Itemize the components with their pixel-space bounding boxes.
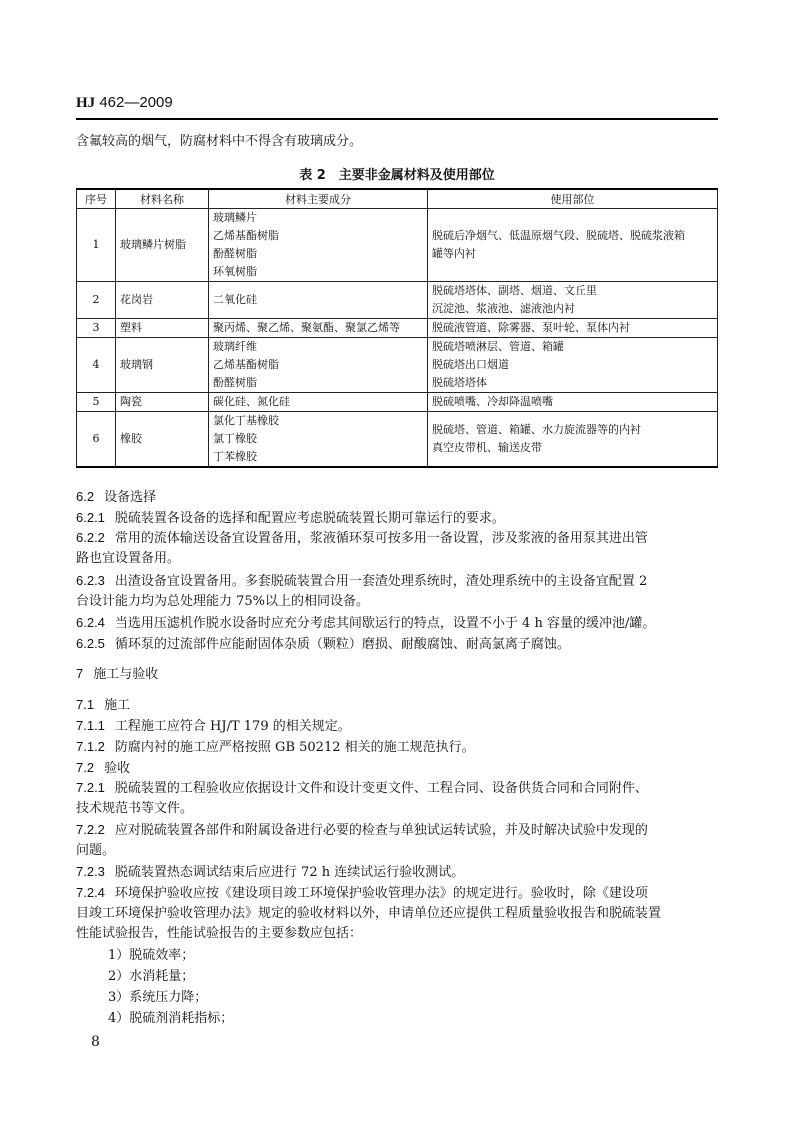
table-row xyxy=(77,282,718,319)
row-number: 4 xyxy=(77,338,116,393)
clause-number: 7.1.1 xyxy=(76,718,105,733)
clause-number: 6.2.4 xyxy=(76,615,105,630)
section-title: 施工 xyxy=(104,698,131,713)
clause-text: 路也宜设置备用。 xyxy=(76,551,181,566)
clause-text: 台设计能力均为总处理能力 75%以上的相同设备。 xyxy=(76,594,370,609)
row-number: 2 xyxy=(77,282,116,319)
clause-text: 脱硫装置各设备的选择和配置应考虑脱硫装置长期可靠运行的要求。 xyxy=(114,511,505,526)
clause xyxy=(76,737,716,758)
clause xyxy=(76,862,716,883)
section-heading xyxy=(76,487,716,508)
material-composition xyxy=(209,338,428,393)
clause-text: 出渣设备宜设置备用。多套脱硫装置合用一套渣处理系统时，渣处理系统中的主设备宜配置 2 xyxy=(114,574,648,589)
table-caption: 表 2 主要非金属材料及使用部位 xyxy=(299,168,495,183)
clause xyxy=(76,820,716,861)
list-item: 3）系统压力降； xyxy=(108,990,208,1005)
composition-line: 二氧化硅 xyxy=(213,293,257,306)
material-composition xyxy=(209,393,428,412)
usage-line: 脱硫喷嘴、冷却降温喷嘴 xyxy=(432,395,553,408)
material-name: 塑料 xyxy=(116,319,209,338)
clause-number: 7.2.3 xyxy=(76,864,105,879)
clause-number: 6.2.3 xyxy=(76,573,105,588)
usage-line: 真空皮带机、输送皮带 xyxy=(432,441,542,454)
composition-line: 丁苯橡胶 xyxy=(213,450,257,463)
table-row xyxy=(77,393,718,412)
clause-text: 应对脱硫装置各部件和附属设备进行必要的检查与单独试运转试验，并及时解决试验中发现的 xyxy=(114,823,648,838)
usage-line: 脱硫塔出口烟道 xyxy=(432,358,509,371)
material-composition xyxy=(209,282,428,319)
clause-text: 常用的流体输送设备宜设置备用，浆液循环泵可按多用一备设置，涉及浆液的备用泵其进出管 xyxy=(114,531,648,546)
row-number: 3 xyxy=(77,319,116,338)
column-header: 材料主要成分 xyxy=(209,189,428,209)
row-number: 6 xyxy=(77,412,116,468)
material-composition xyxy=(209,319,428,338)
clause-number: 7.2.1 xyxy=(76,780,105,795)
usage-location xyxy=(428,209,718,282)
clause-text: 工程施工应符合 HJ/T 179 的相关规定。 xyxy=(114,719,351,734)
usage-line: 脱硫后净烟气、低温原烟气段、脱硫塔、脱硫浆液箱 xyxy=(432,229,685,242)
section-number: 6.2 xyxy=(76,489,95,504)
usage-location xyxy=(428,393,718,412)
row-number: 1 xyxy=(77,209,116,282)
chapter-title: 施工与验收 xyxy=(93,667,159,682)
usage-line: 脱硫塔塔体、副塔、烟道、文丘里 xyxy=(432,284,597,297)
clause xyxy=(76,508,716,529)
column-header: 序号 xyxy=(77,189,116,209)
composition-line: 酚醛树脂 xyxy=(213,247,257,260)
clause xyxy=(76,716,716,737)
clause-text: 当选用压滤机作脱水设备时应充分考虑其间歇运行的特点，设置不小于 4 h 容量的缓冲池/罐。 xyxy=(114,616,656,631)
table-row xyxy=(77,209,718,282)
composition-line: 乙烯基酯树脂 xyxy=(213,229,279,242)
clause xyxy=(76,571,716,612)
clause-text: 性能试验报告，性能试验报告的主要参数应包括： xyxy=(76,926,363,941)
standard-number: 462—2009 xyxy=(99,94,173,111)
usage-line: 沉淀池、浆液池、滤液池内衬 xyxy=(432,302,575,315)
material-name: 花岗岩 xyxy=(116,282,209,319)
chapter-heading xyxy=(76,664,716,685)
clause-text: 环境保护验收应按《建设项目竣工环境保护验收管理办法》的规定进行。验收时，除《建设项 xyxy=(114,886,648,901)
section-number: 7.1 xyxy=(76,697,95,712)
composition-line: 氯丁橡胶 xyxy=(213,432,257,445)
clause-number: 6.2.5 xyxy=(76,636,105,651)
header-rule xyxy=(76,118,718,120)
document-header xyxy=(76,94,173,112)
usage-location xyxy=(428,412,718,468)
table-row xyxy=(77,319,718,338)
clause-number: 7.1.2 xyxy=(76,739,105,754)
column-header: 使用部位 xyxy=(428,189,718,209)
page-number: 8 xyxy=(91,1034,100,1050)
clause-text: 脱硫装置的工程验收应依据设计文件和设计变更文件、工程合同、设备供货合同和合同附件、 xyxy=(114,781,648,796)
clause-text: 循环泵的过流部件应能耐固体杂质（颗粒）磨损、耐酸腐蚀、耐高氯离子腐蚀。 xyxy=(114,637,570,652)
usage-location xyxy=(428,319,718,338)
table-row xyxy=(77,412,718,468)
section-heading xyxy=(76,758,716,779)
materials-table xyxy=(76,188,718,468)
section-heading xyxy=(76,695,716,716)
clause-number: 6.2.2 xyxy=(76,530,105,545)
composition-line: 玻璃纤维 xyxy=(213,340,257,353)
clause-text: 技术规范书等文件。 xyxy=(76,801,194,816)
usage-location xyxy=(428,282,718,319)
intro-paragraph: 含氟较高的烟气，防腐材料中不得含有玻璃成分。 xyxy=(76,134,363,149)
table-row xyxy=(77,338,718,393)
list-item: 2）水消耗量； xyxy=(108,969,195,984)
standard-code: HJ xyxy=(76,95,96,111)
clause-number: 7.2.4 xyxy=(76,885,105,900)
material-name: 玻璃钢 xyxy=(116,338,209,393)
composition-line: 环氧树脂 xyxy=(213,265,257,278)
clause-text: 防腐内衬的施工应严格按照 GB 50212 相关的施工规范执行。 xyxy=(114,740,475,755)
usage-line: 罐等内衬 xyxy=(432,247,476,260)
material-composition xyxy=(209,412,428,468)
table-header-row xyxy=(77,189,718,209)
section-title: 验收 xyxy=(104,761,131,776)
column-header: 材料名称 xyxy=(116,189,209,209)
usage-location xyxy=(428,338,718,393)
composition-line: 乙烯基酯树脂 xyxy=(213,358,279,371)
clause xyxy=(76,613,716,634)
list-item: 4）脱硫剂消耗指标； xyxy=(108,1011,234,1026)
clause-number: 7.2.2 xyxy=(76,822,105,837)
material-name: 橡胶 xyxy=(116,412,209,468)
row-number: 5 xyxy=(77,393,116,412)
clause-number: 6.2.1 xyxy=(76,510,105,525)
clause xyxy=(76,883,716,944)
material-name: 陶瓷 xyxy=(116,393,209,412)
composition-line: 氯化丁基橡胶 xyxy=(213,414,279,427)
usage-line: 脱硫塔、管道、箱罐、水力旋流器等的内衬 xyxy=(432,423,641,436)
section-number: 7.2 xyxy=(76,760,95,775)
usage-line: 脱硫塔塔体 xyxy=(432,376,487,389)
composition-line: 聚丙烯、聚乙烯、聚氨酯、聚氯乙烯等 xyxy=(213,321,400,334)
composition-line: 碳化硅、氮化硅 xyxy=(213,395,290,408)
composition-line: 酚醛树脂 xyxy=(213,376,257,389)
usage-line: 脱硫液管道、除雾器、泵叶轮、泵体内衬 xyxy=(432,321,630,334)
clause-text: 目竣工环境保护验收管理办法》规定的验收材料以外，申请单位还应提供工程质量验收报告和脱硫装置 xyxy=(76,906,662,921)
section-title: 设备选择 xyxy=(104,490,157,505)
composition-line: 玻璃鳞片 xyxy=(213,211,257,224)
clause-text: 问题。 xyxy=(76,843,116,858)
clause xyxy=(76,778,716,819)
material-composition xyxy=(209,209,428,282)
material-name: 玻璃鳞片树脂 xyxy=(116,209,209,282)
clause xyxy=(76,634,716,655)
chapter-number: 7 xyxy=(76,666,84,681)
clause-text: 脱硫装置热态调试结束后应进行 72 h 连续试运行验收测试。 xyxy=(114,865,465,880)
list-item: 1）脱硫效率； xyxy=(108,948,195,963)
clause xyxy=(76,528,716,569)
usage-line: 脱硫塔喷淋层、管道、箱罐 xyxy=(432,340,564,353)
